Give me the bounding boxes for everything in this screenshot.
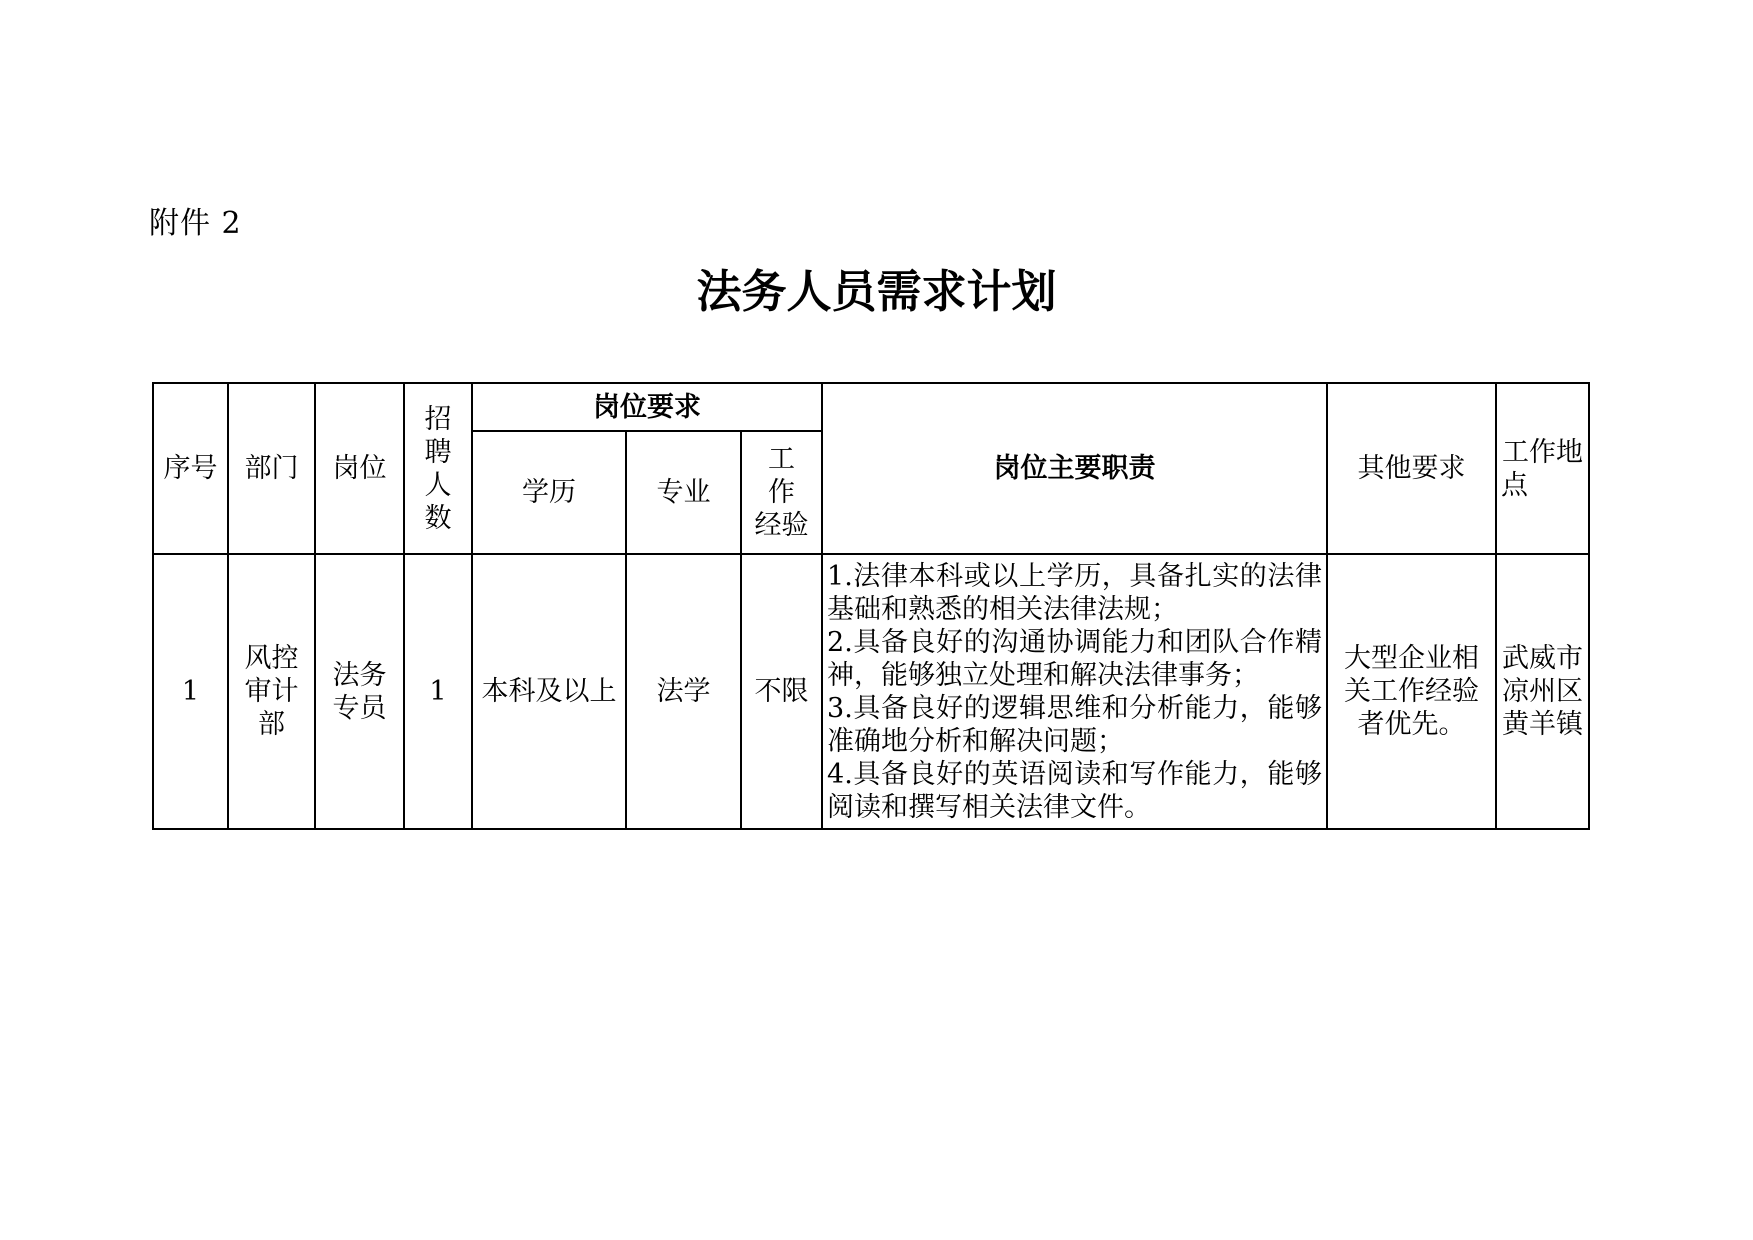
col-header-requirements-group: 岗位要求 [472, 383, 822, 431]
col-header-education: 学历 [472, 431, 626, 554]
col-header-other: 其他要求 [1327, 383, 1496, 554]
col-header-experience: 工 作 经验 [741, 431, 822, 554]
col-header-duties: 岗位主要职责 [822, 383, 1327, 554]
col-header-headcount: 招 聘 人 数 [404, 383, 472, 554]
recruitment-plan-table [152, 382, 1590, 830]
table-row [153, 554, 1589, 829]
attachment-label: 附件 2 [149, 206, 242, 241]
cell-work-location: 武威市凉州区黄羊镇 [1496, 554, 1589, 829]
cell-position: 法务 专员 [315, 554, 404, 829]
duty-item-4: 4.具备良好的英语阅读和写作能力，能够阅读和撰写相关法律文件。 [827, 758, 1323, 823]
col-header-location: 工作地点 [1496, 383, 1589, 554]
header-row-group [153, 383, 1589, 431]
page-title: 法务人员需求计划 [696, 265, 1057, 318]
duty-item-3: 3.具备良好的逻辑思维和分析能力，能够准确地分析和解决问题； [827, 692, 1323, 757]
cell-major: 法学 [626, 554, 741, 829]
cell-headcount: 1 [404, 554, 472, 829]
duty-item-1: 1.法律本科或以上学历，具备扎实的法律基础和熟悉的相关法律法规； [827, 560, 1323, 625]
cell-other-requirements: 大型企业相关工作经验者优先。 [1327, 554, 1496, 829]
cell-experience: 不限 [741, 554, 822, 829]
cell-serial: 1 [153, 554, 228, 829]
col-header-position: 岗位 [315, 383, 404, 554]
col-header-major: 专业 [626, 431, 741, 554]
duty-item-2: 2.具备良好的沟通协调能力和团队合作精神，能够独立处理和解决法律事务； [827, 626, 1323, 691]
col-header-serial: 序号 [153, 383, 228, 554]
cell-duties [822, 554, 1327, 829]
cell-education: 本科及以上 [472, 554, 626, 829]
cell-department: 风控 审计 部 [228, 554, 315, 829]
col-header-department: 部门 [228, 383, 315, 554]
